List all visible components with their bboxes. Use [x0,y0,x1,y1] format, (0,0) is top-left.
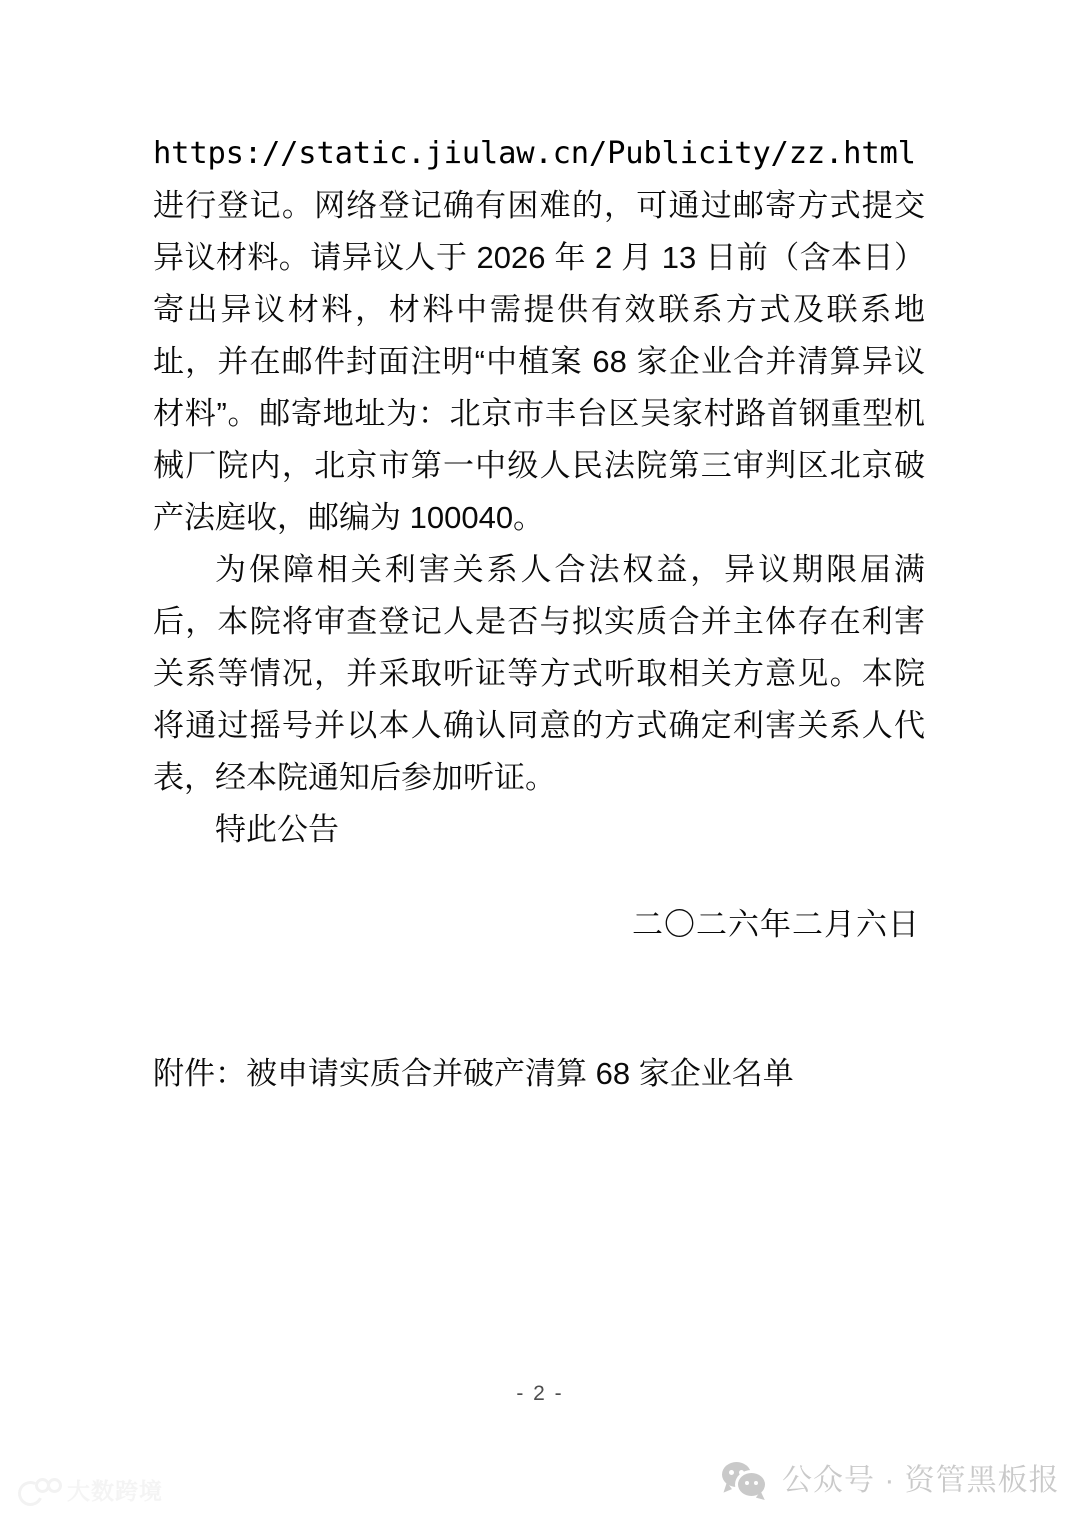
notice-closing-line: 特此公告 [215,812,339,847]
watermark-bottom-left-label: 大数跨境 [67,1478,163,1504]
registration-url[interactable]: https://static.jiulaw.cn/Publicity/zz.html [153,136,916,171]
wechat-icon [722,1462,768,1500]
attachment-line: 附件：被申请实质合并破产清算 68 家企业名单 [153,1056,794,1091]
watermark-bottom-right-label: 公众号 · 资管黑板报 [782,1464,1060,1497]
paragraph-registration-instructions: 进行登记。网络登记确有困难的，可通过邮寄方式提交异议材料。请异议人于 2026 年 2 月 13 日前（含本日）寄出异议材料，材料中需提供有效联系方式及联系地址，并在邮件封面注明“中植案 68 家企业合并清算异议材料”。邮寄地址为：北京市丰台区吴家村路首钢重型机械厂院内，北京市第一中级人民法院第三审判区北京破产法庭收，邮编为 100040。 [153,188,925,535]
dashukuajing-logo-icon [18,1478,60,1504]
watermark-bottom-right [722,1462,1060,1500]
page-number: - 2 - [516,1382,564,1405]
document-body [153,128,925,856]
issue-date: 二〇二六年二月六日 [632,907,920,942]
watermark-bottom-left [18,1478,163,1504]
paragraph-hearing-procedure: 为保障相关利害关系人合法权益，异议期限届满后，本院将审查登记人是否与拟实质合并主体存在利害关系等情况，并采取听证等方式听取相关方意见。本院将通过摇号并以本人确认同意的方式确定利害关系人代表，经本院通知后参加听证。 [153,552,925,795]
